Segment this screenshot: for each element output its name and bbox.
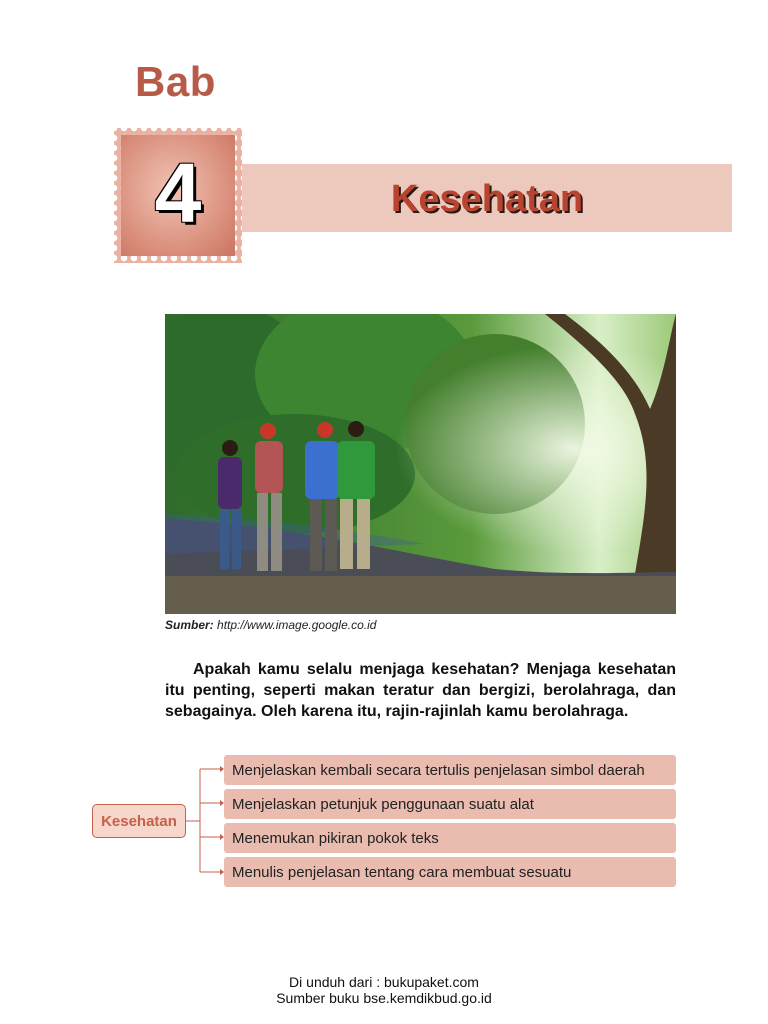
chapter-number: 4 [154,146,202,240]
chapter-title: Kesehatan [390,178,584,220]
concept-map-item: Menjelaskan petunjuk penggunaan suatu alat [224,789,676,819]
concept-map-item: Menulis penjelasan tentang cara membuat sesuatu [224,857,676,887]
caption-label: Sumber: [165,618,214,632]
bab-label: Bab [135,58,216,105]
concept-map-item: Menjelaskan kembali secara tertulis penjelasan simbol daerah [224,755,676,785]
concept-map-root: Kesehatan [92,804,186,838]
caption-source-link[interactable]: http://www.image.google.co.id [217,618,377,632]
footer-download-source: Di unduh dari : bukupaket.com [289,974,479,990]
footer-book-source: Sumber buku bse.kemdikbud.go.id [276,990,492,1006]
concept-map-item: Menemukan pikiran pokok teks [224,823,676,853]
intro-paragraph-text: Apakah kamu selalu menjaga kesehatan? Menjaga kesehatan itu penting, seperti makan teratur dan bergizi, berolahraga, dan sebagainya. Oleh karena itu, rajin-rajinlah kamu berolahraga. [165,661,676,720]
